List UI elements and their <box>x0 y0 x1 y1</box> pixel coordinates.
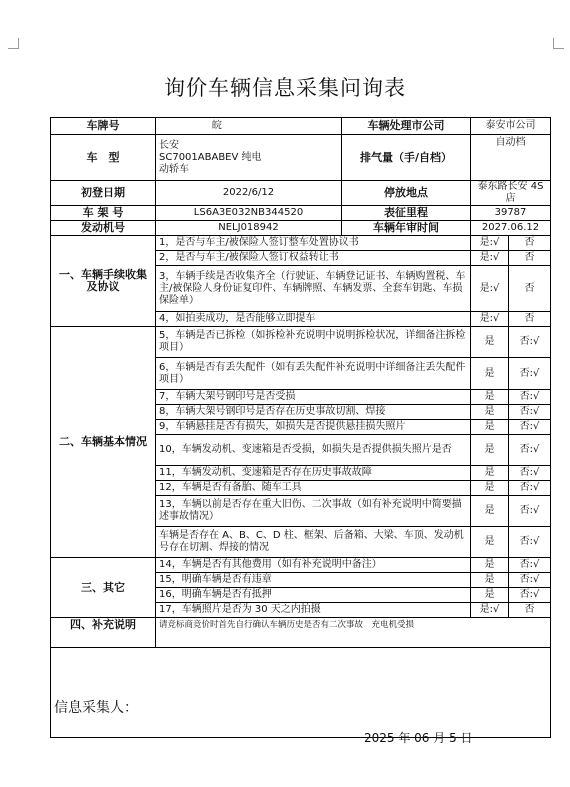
question-text: 3，车辆手续是否收集齐全（行驶证、车辆登记证书、车辆购置税、车主/被保险人身份证复印件、车辆牌照、车辆发票、全套车钥匙、车损保险单） <box>156 266 471 312</box>
model-value <box>156 135 342 181</box>
question-text: 2，是否与车主/被保险人签订权益转让书 <box>156 251 471 266</box>
supplement-row <box>51 618 551 648</box>
engine-label: 发动机号 <box>51 221 156 236</box>
section-1-label: 一、车辆手续收集及协议 <box>51 236 156 327</box>
yes-cell: 是 <box>471 527 509 558</box>
displacement-value: 自动档 <box>471 135 551 181</box>
no-cell: 否:√ <box>509 573 551 588</box>
question-text: 17，车辆照片是否为 30 天之内拍摄 <box>156 603 471 618</box>
inspection-label: 车辆年审时间 <box>342 221 471 236</box>
no-cell: 否:√ <box>509 435 551 466</box>
no-cell: 否 <box>509 266 551 312</box>
displacement-label: 排气量（手/自档） <box>342 135 471 181</box>
model-line-2: SC7001ABABEV 纯电 <box>159 151 262 163</box>
yes-cell: 是 <box>471 420 509 435</box>
question-text: 13，车辆以前是否存在重大旧伤、二次事故（如有补充说明中简要描述事故情况） <box>156 496 471 527</box>
yes-cell: 是 <box>471 481 509 496</box>
question-text: 11，车辆发动机、变速箱是否存在历史事故故障 <box>156 466 471 481</box>
question-text: 14，车辆是否有其他费用（如有补充说明中备注） <box>156 558 471 573</box>
inquiry-form-table <box>50 117 551 738</box>
collector-cell <box>51 648 551 738</box>
no-cell: 否:√ <box>509 420 551 435</box>
no-cell: 否:√ <box>509 405 551 420</box>
yes-cell: 是 <box>471 466 509 481</box>
no-cell: 否:√ <box>509 558 551 573</box>
margin-corner-mark-left <box>8 38 19 49</box>
question-text: 10，车辆发动机、变速箱是否受损，如损失是否提供损失照片是否 <box>156 435 471 466</box>
no-cell: 否 <box>509 603 551 618</box>
yes-cell: 是:√ <box>471 603 509 618</box>
yes-cell: 是 <box>471 435 509 466</box>
reg-date-value: 2022/6/12 <box>156 181 342 206</box>
yes-cell: 是 <box>471 358 509 390</box>
yes-cell: 是 <box>471 405 509 420</box>
company-label: 车辆处理市公司 <box>342 118 471 135</box>
question-text: 12，车辆是否有备胎、随车工具 <box>156 481 471 496</box>
plate-value-text: 皖 <box>211 120 222 132</box>
inspection-value: 2027.06.12 <box>471 221 551 236</box>
park-value: 泰东路长安 4S 店 <box>471 181 551 206</box>
question-row-5 <box>51 327 551 358</box>
reg-date-label: 初登日期 <box>51 181 156 206</box>
yes-cell: 是 <box>471 327 509 358</box>
question-text: 15，明确车辆是否有违章 <box>156 573 471 588</box>
question-text: 1，是否与车主/被保险人签订整车处置协议书 <box>156 236 471 251</box>
info-row-vin <box>51 206 551 221</box>
question-text: 7，车辆大架号钢印号是否受损 <box>156 390 471 405</box>
section-2-label: 二、车辆基本情况 <box>51 327 156 558</box>
collector-area <box>51 648 551 738</box>
mileage-label: 表征里程 <box>342 206 471 221</box>
no-cell: 否 <box>509 236 551 251</box>
info-row-model <box>51 135 551 181</box>
plate-value <box>156 118 342 135</box>
margin-corner-mark-right <box>553 38 564 49</box>
question-text: 4，如拍卖成功，是否能够立即提车 <box>156 312 471 327</box>
no-cell: 否:√ <box>509 327 551 358</box>
mileage-value: 39787 <box>471 206 551 221</box>
question-text: 5，车辆是否已拆检（如拆检补充说明中说明拆检状况，详细备注拆检项目） <box>156 327 471 358</box>
yes-cell: 是 <box>471 496 509 527</box>
question-row-1 <box>51 236 551 251</box>
no-cell: 否:√ <box>509 527 551 558</box>
section-4-label: 四、补充说明 <box>51 618 156 648</box>
question-text: 9，车辆悬挂是否有损失，如损失是否提供悬挂损失照片 <box>156 420 471 435</box>
yes-cell: 是:√ <box>471 312 509 327</box>
model-line-3: 动轿车 <box>159 163 189 175</box>
yes-cell: 是 <box>471 588 509 603</box>
yes-cell: 是:√ <box>471 236 509 251</box>
no-cell: 否:√ <box>509 481 551 496</box>
redaction-block <box>225 120 285 131</box>
yes-cell: 是 <box>471 390 509 405</box>
question-text: 6，车辆是否有丢失配件（如有丢失配件补充说明中详细备注丢失配件项目） <box>156 358 471 390</box>
no-cell: 否:√ <box>509 390 551 405</box>
no-cell: 否:√ <box>509 496 551 527</box>
yes-cell: 是:√ <box>471 251 509 266</box>
vin-label: 车 架 号 <box>51 206 156 221</box>
yes-cell: 是 <box>471 558 509 573</box>
yes-cell: 是 <box>471 573 509 588</box>
question-text: 车辆是否存在 A、B、C、D 柱、框架、后备箱、大梁、车顶、发动机号存在切割、焊接的情况 <box>156 527 471 558</box>
supplement-text: 请竞标商竞价时首先自行确认车辆历史是否有二次事故 充电机受损 <box>156 618 551 648</box>
model-line-1: 长安 <box>159 139 179 151</box>
no-cell: 否 <box>509 251 551 266</box>
engine-value: NELJ018942 <box>156 221 342 236</box>
model-label: 车 型 <box>51 135 156 181</box>
question-row-14 <box>51 558 551 573</box>
no-cell: 否 <box>509 312 551 327</box>
no-cell: 否:√ <box>509 588 551 603</box>
form-title: 询价车辆信息采集问询表 <box>164 76 406 100</box>
info-row-engine <box>51 221 551 236</box>
collector-label: 信息采集人： <box>54 700 138 716</box>
question-text: 8，车辆大架号钢印号是否存在历史事故切割、焊接 <box>156 405 471 420</box>
info-row-reg-date <box>51 181 551 206</box>
question-text: 16，明确车辆是否有抵押 <box>156 588 471 603</box>
no-cell: 否:√ <box>509 466 551 481</box>
section-3-label: 三、其它 <box>51 558 156 618</box>
yes-cell: 是:√ <box>471 266 509 312</box>
vin-value: LS6A3E032NB344520 <box>156 206 342 221</box>
plate-label: 车牌号 <box>51 118 156 135</box>
company-value: 泰安市公司 <box>471 118 551 135</box>
info-row-plate <box>51 118 551 135</box>
park-label: 停放地点 <box>342 181 471 206</box>
no-cell: 否:√ <box>509 358 551 390</box>
date-text: 2025 年 06 月 5 日 <box>364 731 473 745</box>
